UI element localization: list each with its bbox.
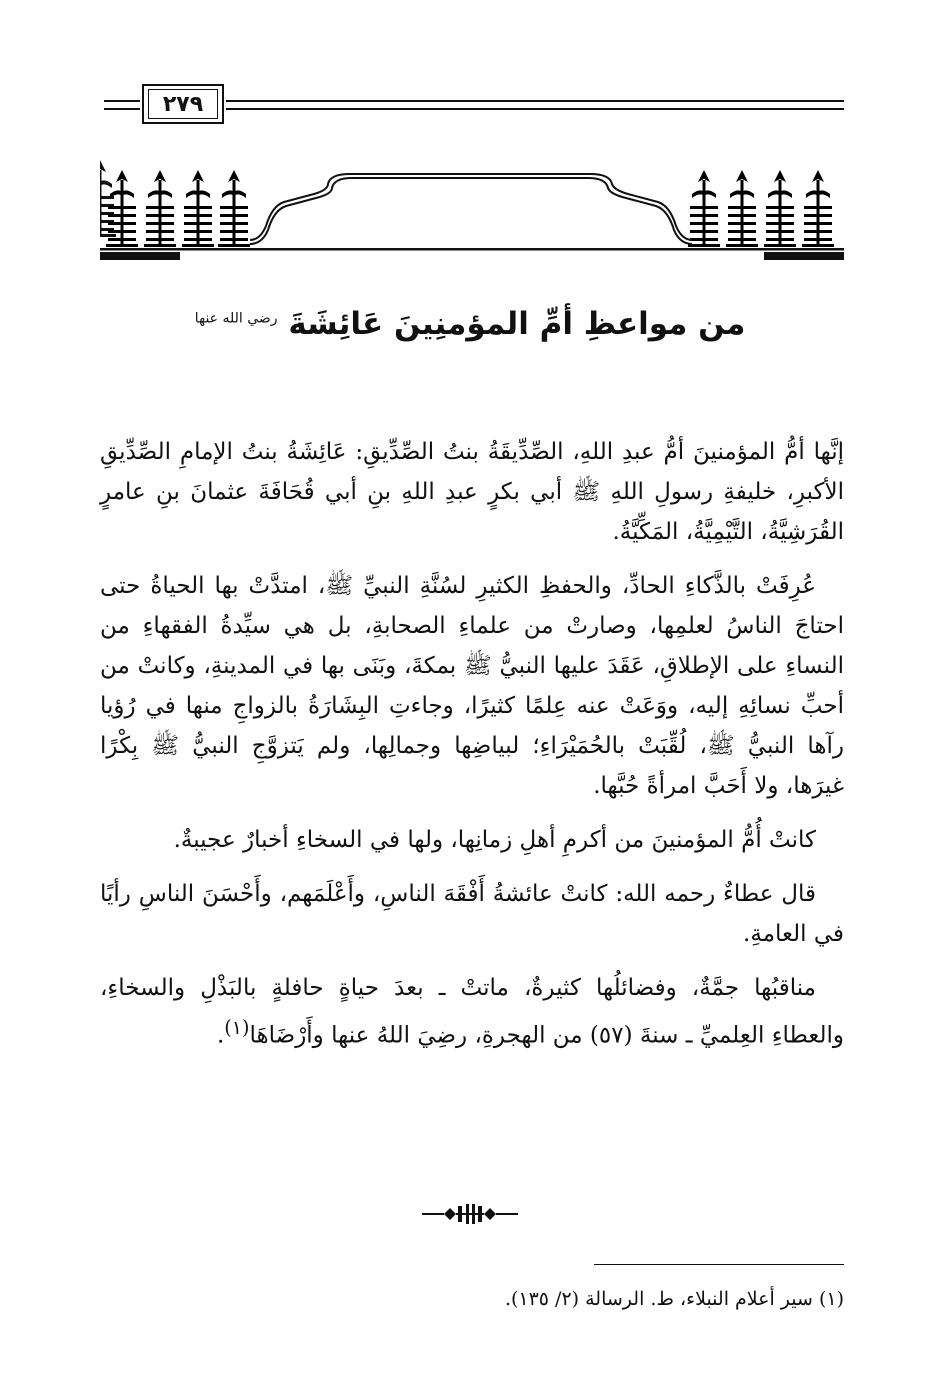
body-text	[100, 432, 844, 1070]
title-text: من مواعظِ أمِّ المؤمنِينَ عَائِشَةَ	[288, 306, 746, 342]
footnote-separator	[594, 1264, 844, 1265]
honorific-glyph: رضي الله عنها	[194, 310, 278, 327]
ornament-base-block	[764, 252, 844, 260]
paragraph-5-text: مناقبُها جمَّةٌ، وفضائلُها كثيرةٌ، ماتتْ ـ بعدَ حياةٍ حافلةٍ بالبَذْلِ والسخاءِ، والعطاءِ العِلميِّ ـ سنةَ (٥٧) من الهجرةِ، رضِيَ اللهُ عنها وأَرْضَاهَا	[100, 975, 844, 1049]
ornament-base-rule	[100, 248, 844, 251]
paragraph-5-end: .	[216, 1022, 225, 1049]
header-rule	[226, 108, 844, 110]
paragraph-4: قال عطاءٌ رحمه الله: كانتْ عائشةُ أَفْقَهَ الناسِ، وأَعْلَمَهم، وأَحْسَنَ الناسِ رأيًا في العامةِ.	[100, 881, 844, 947]
page-number-frame	[142, 84, 224, 124]
title-frame-outline	[250, 174, 692, 244]
page-header	[104, 84, 844, 132]
ornament-base-block	[100, 252, 180, 260]
footnote: (١) سير أعلام النبلاء، ط. الرسالة (٢/ ١٣٥).	[504, 1288, 844, 1310]
paragraph-5	[100, 968, 844, 1056]
footnote-reference: (١)	[224, 1016, 250, 1039]
header-rule	[226, 100, 844, 102]
paragraph-1: إنَّها أمُّ المؤمنينَ أمُّ عبدِ اللهِ، الصِّدِّيقَةُ بنتُ الصِّدِّيقِ: عَائِشَةُ بنتُ الإمامِ الصِّدِّيقِ الأكبرِ، خليفةِ رسولِ اللهِ ﷺ أبي بكرٍ عبدِ اللهِ بنِ أبي قُحَافَةَ عثمانَ بنِ عامرٍ القُرَشِيَّةُ، التَّيْمِيَّةُ، المَكِّيَّةُ.	[100, 439, 844, 545]
page-title	[100, 306, 840, 342]
decorative-title-frame	[100, 160, 844, 270]
paragraph-3: كانتْ أُمُّ المؤمنينَ من أكرمِ أهلِ زمانِها، ولها في السخاءِ أخبارٌ عجيبةٌ.	[173, 827, 816, 853]
left-palm-ornaments	[100, 160, 116, 237]
paragraph-2: عُرِفَتْ بالذَّكاءِ الحادِّ، والحفظِ الكثيرِ لسُنَّةِ النبيِّ ﷺ، امتدَّتْ بها الحياةُ حتى احتاجَ الناسُ لعلمِها، وصارتْ من علماءِ الصحابةِ، بل هي سيِّدةُ الفقهاءِ من النساءِ على الإطلاقِ، عَقَدَ عليها النبيُّ ﷺ بمكةَ، وبَنَى بها في المدينةِ، وكانتْ من أحبِّ نسائِهِ إليه، ووَعَتْ عنه عِلمًا كثيرًا، وجاءتِ البِشَارَةُ بالزواجِ منها في رُؤيا رآها النبيُّ ﷺ، لُقِّبَتْ بالحُمَيْرَاءِ؛ لبياضِها وجمالِها، ولم يَتزوَّجِ النبيُّ ﷺ بِكْرًا غيرَها، ولا أَحَبَّ امرأةً حُبَّها.	[100, 573, 844, 799]
header-rule	[104, 100, 140, 102]
header-rule	[104, 108, 140, 110]
section-divider-ornament	[420, 1202, 520, 1226]
page-number: ٢٧٩	[148, 89, 218, 119]
